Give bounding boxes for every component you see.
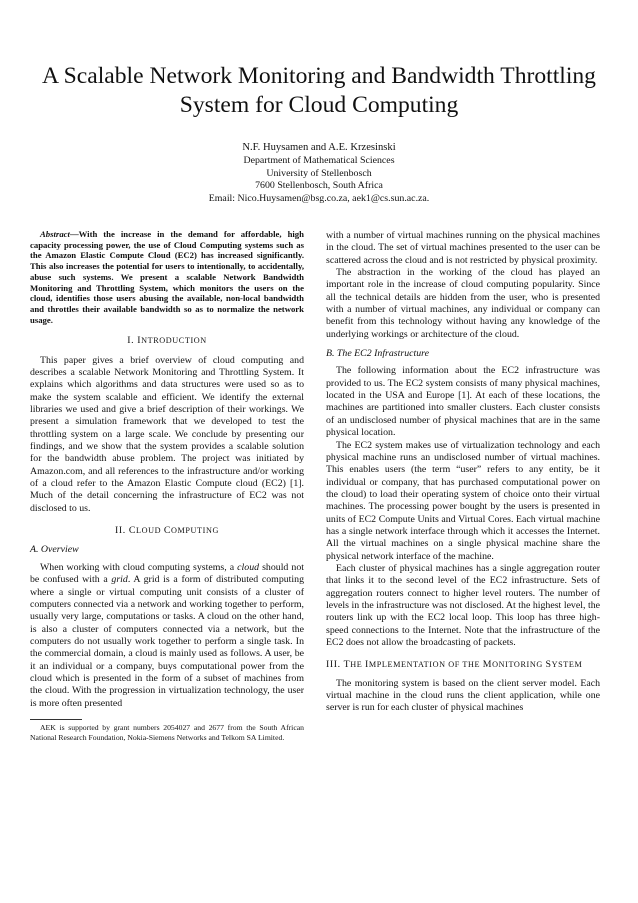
section-heading-cloud-computing: II. CLOUD COMPUTING — [114, 525, 220, 537]
footnote: AEK is supported by grant numbers 2054027 and 2677 from the South African National Research Foundation, Nokia-Siemens Networks and Telkom SA Limited. — [30, 722, 304, 742]
left-column — [30, 229, 304, 742]
city: 7600 Stellenbosch, South Africa — [255, 180, 383, 192]
paper-title: A Scalable Network Monitoring and Bandwidth Throttling System for Cloud Computing — [42, 63, 596, 118]
abstract-label: Abstract — [40, 229, 70, 239]
implementation-paragraph: The monitoring system is based on the client server model. Each virtual machine in the cloud runs the client application, while one server is run for each cluster of physical machines — [326, 677, 600, 714]
section-heading-introduction: I. INTRODUCTION — [127, 335, 207, 347]
intro-paragraph: This paper gives a brief overview of cloud computing and describes a scalable Network Monitoring and Throttling System. It explains which algorithms and data structures were used so as to make the system scalable and efficient. We identify the external libraries we used and give a brief description of their workings. We present a simulation framework that we developed to test the throttling system on a large scale. We conclude by presenting our findings, and we show that the system provides a scalable solution for the bandwidth abuse problem. The project was initiated by Amazon.com, and all references to the infrastructure and/or working of a cloud refer to the Amazon Elastic Compute cloud (EC2) [1]. Much of the detail concerning the infrastructure of EC2 was not disclosed to us. — [30, 354, 304, 514]
footnote-rule — [30, 719, 82, 720]
ec2-paragraph-3: Each cluster of physical machines has a single aggregation router that links it to the second level of the EC2 infrastructure. Sets of aggregation routers connect to higher level routers. The number of levels in the infrastructure was not disclosed. At the highest level, the routers link up with the EC2 local loop. This loop has three high-speed connections to the Internet. Note that the infrastructure of the EC2 does not allow the broadcasting of packets. — [326, 562, 600, 648]
affiliation — [0, 155, 638, 205]
ec2-paragraph-2: The EC2 system makes use of virtualization technology and each physical machine runs an undisclosed number of virtual machines. This enables users (the term “user” refers to any entity, be it individual or company, that has purchased computational power on the cloud) to load their operating system of choice onto their virtual machines. The processing power bought by the users is presented in units of EC2 Compute Units and Virtual Cores. Each virtual machine has a single network interface through which it accesses the Internet. All the virtual machines on a single physical machine share the physical network interface of the machine. — [326, 439, 600, 562]
email: Email: Nico.Huysamen@bsg.co.za, aek1@cs.sun.ac.za. — [208, 192, 430, 204]
subsection-overview: A. Overview — [30, 544, 79, 556]
university: University of Stellenbosch — [266, 167, 372, 179]
overview-paragraph: When working with cloud computing systems, a cloud should not be confused with a grid. A grid is a form of distributed computing where a single or virtual computing unit consists of a cluster of computers connected via a network and working together to perform, usually very large, computations or tasks. A cloud on the other hand, is also a cluster of computers connected via a network, but the computers do not usually work together to perform a single task. In the commercial domain, a cloud is mainly used as follows. A user, be it an individual or a company, buys computational power from the cloud which is presented in the form of a subset of machines from the cloud. With the progression in virtualization technology, the user is more often presented — [30, 561, 304, 709]
abstract — [30, 229, 304, 325]
department: Department of Mathematical Sciences — [243, 155, 395, 166]
subsection-ec2-infrastructure: B. The EC2 Infrastructure — [326, 348, 429, 360]
ec2-paragraph-1: The following information about the EC2 infrastructure was provided to us. The EC2 system consists of many physical machines, located in the USA and Europe [1]. At each of these locations, the machines are partitioned into smaller clusters. Each cluster consists of an undisclosed number of physical machines that are in the same physical location. — [326, 365, 600, 439]
authors: N.F. Huysamen and A.E. Krzesinski — [242, 142, 396, 153]
right-column — [326, 230, 600, 715]
overview-continued: with a number of virtual machines running on the physical machines in the cloud. The set of virtual machines presented to the user can be scattered across the cloud and is not restricted by physical proximity. — [326, 230, 600, 266]
section-heading-implementation: III. THE IMPLEMENTATION OF THE MONITORING SYSTEM — [326, 659, 583, 671]
abstract-text: —With the increase in the demand for affordable, high capacity processing power, the use of Cloud Computing systems such as the Amazon Elastic Compute Cloud (EC2) has increased significantly. This also increases the potential for users to intentionally, to accidentally, abuse such systems. We present a scalable Network Bandwidth Monitoring and Throttling System, which monitors the users on the cloud, identifies those users abusing the available, non-local bandwidth and throttles their available bandwidth so as to normalize the network usage. — [30, 229, 304, 325]
abstraction-paragraph: The abstraction in the working of the cloud has played an important role in the increase of cloud computing popularity. Since all the technical details are hidden from the user, who is presented with a number of virtual machines, any individual or company can benefit from this technology without having any knowledge of the underlying workings or architecture of the cloud. — [326, 267, 600, 340]
